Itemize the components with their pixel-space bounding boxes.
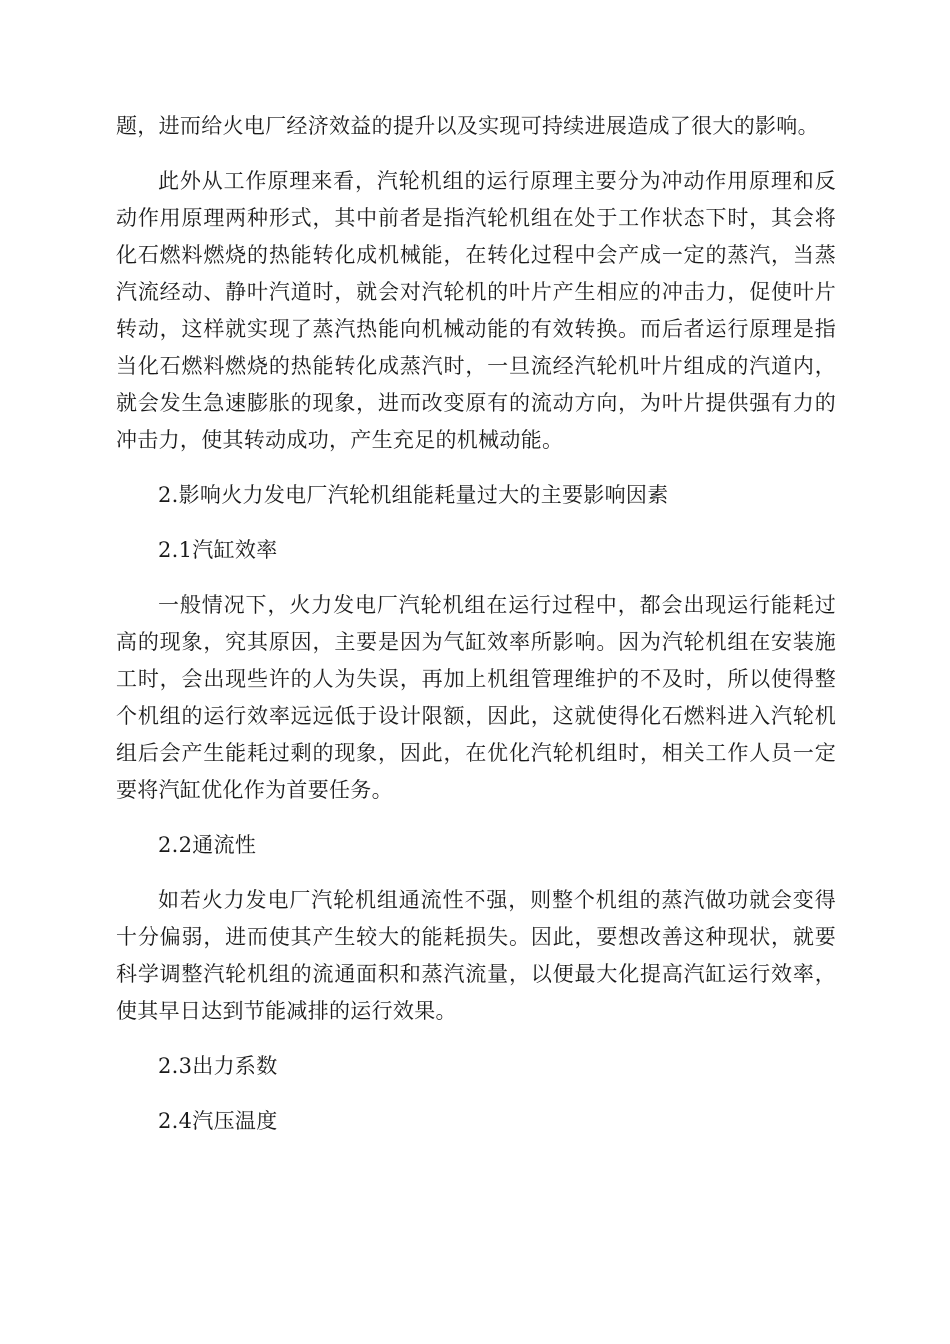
- subsection-heading-2-1: 2.1汽缸效率: [158, 538, 278, 562]
- subsection-heading-2-2: 2.2通流性: [158, 833, 257, 857]
- subsection-heading-2-4: 2.4汽压温度: [158, 1109, 278, 1133]
- paragraph-continued: 题，进而给火电厂经济效益的提升以及实现可持续进展造成了很大的影响。: [116, 114, 819, 138]
- paragraph-working-principle: 此外从工作原理来看，汽轮机组的运行原理主要分为冲动作用原理和反动作用原理两种形式，其中前者是指汽轮机组在处于工作状态下时，其会将化石燃料燃烧的热能转化成机械能，在转化过程中会产成一定的蒸汽，当蒸汽流经动、静叶汽道时，就会对汽轮机的叶片产生相应的冲击力，促使叶片转动，这样就实现了蒸汽热能向机械动能的有效转换。而后者运行原理是指当化石燃料燃烧的热能转化成蒸汽时，一旦流经汽轮机叶片组成的汽道内，就会发生急速膨胀的现象，进而改变原有的流动方向，为叶片提供强有力的冲击力，使其转动成功，产生充足的机械动能。: [116, 169, 836, 452]
- paragraph-cylinder-efficiency: 一般情况下，火力发电厂汽轮机组在运行过程中，都会出现运行能耗过高的现象，究其原因，主要是因为气缸效率所影响。因为汽轮机组在安装施工时，会出现些许的人为失误，再加上机组管理维护的不及时，所以使得整个机组的运行效率远远低于设计限额，因此，这就使得化石燃料进入汽轮机组后会产生能耗过剩的现象，因此，在优化汽轮机组时，相关工作人员一定要将汽缸优化作为首要任务。: [116, 593, 836, 802]
- paragraph-flow-capacity: 如若火力发电厂汽轮机组通流性不强，则整个机组的蒸汽做功就会变得十分偏弱，进而使其产生较大的能耗损失。因此，要想改善这种现状，就要科学调整汽轮机组的流通面积和蒸汽流量，以便最大化提高汽缸运行效率，使其早日达到节能减排的运行效果。: [116, 888, 836, 1023]
- document-page: [116, 108, 836, 1158]
- subsection-heading-2-3: 2.3出力系数: [158, 1054, 278, 1078]
- section-heading-2: 2.影响火力发电厂汽轮机组能耗量过大的主要影响因素: [158, 483, 669, 507]
